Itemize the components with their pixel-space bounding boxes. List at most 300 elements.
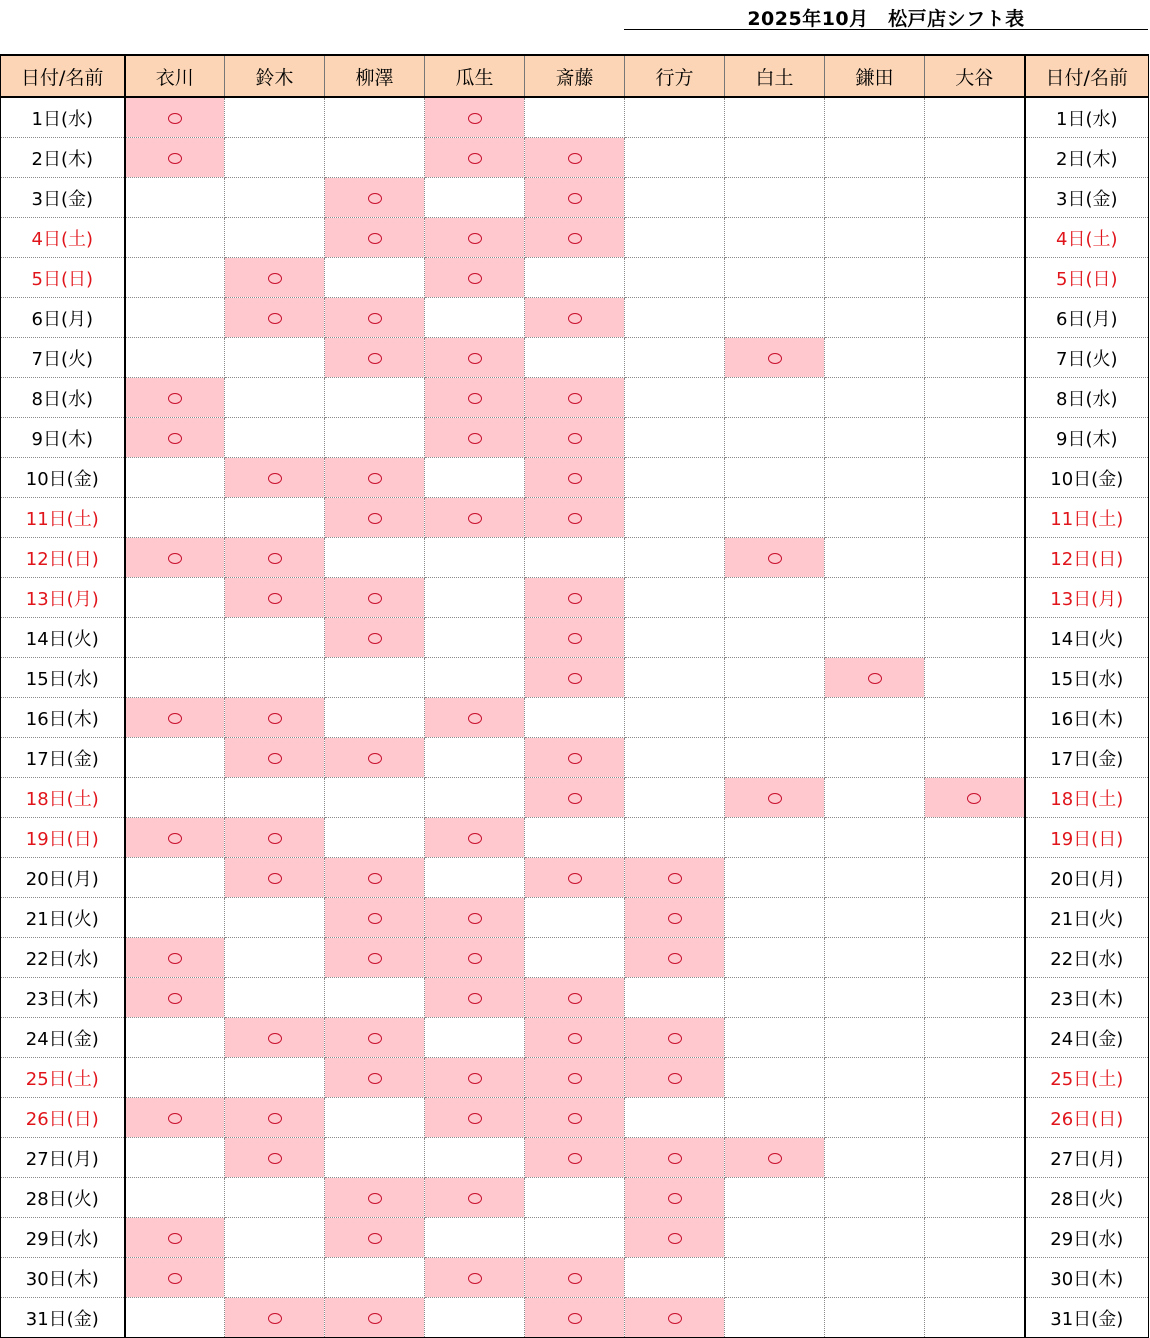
- shift-cell[interactable]: [425, 1178, 525, 1218]
- shift-cell[interactable]: [725, 1218, 825, 1258]
- shift-cell[interactable]: [925, 618, 1025, 658]
- shift-cell[interactable]: [925, 858, 1025, 898]
- shift-cell[interactable]: [425, 498, 525, 538]
- shift-cell[interactable]: [725, 298, 825, 338]
- shift-cell[interactable]: [225, 778, 325, 818]
- shift-cell[interactable]: [825, 1218, 925, 1258]
- circle-mark-icon: [568, 513, 582, 524]
- shift-cell[interactable]: [925, 97, 1025, 138]
- shift-cell[interactable]: [725, 818, 825, 858]
- shift-cell[interactable]: [325, 978, 425, 1018]
- shift-cell[interactable]: [425, 1138, 525, 1178]
- shift-cell[interactable]: [725, 778, 825, 818]
- shift-cell[interactable]: [725, 618, 825, 658]
- circle-mark-icon: [468, 1193, 482, 1204]
- shift-cell[interactable]: [225, 1058, 325, 1098]
- circle-mark-icon: [468, 513, 482, 524]
- shift-cell[interactable]: [925, 1058, 1025, 1098]
- shift-cell[interactable]: [525, 578, 625, 618]
- shift-cell[interactable]: [925, 338, 1025, 378]
- shift-cell[interactable]: [625, 1298, 725, 1338]
- shift-cell[interactable]: [525, 218, 625, 258]
- shift-cell[interactable]: [525, 938, 625, 978]
- shift-cell[interactable]: [625, 1018, 725, 1058]
- shift-cell[interactable]: [825, 1298, 925, 1338]
- shift-cell[interactable]: [825, 258, 925, 298]
- shift-cell[interactable]: [225, 1138, 325, 1178]
- shift-cell[interactable]: [825, 458, 925, 498]
- header-staff: 鎌田: [825, 55, 925, 97]
- shift-cell[interactable]: [425, 378, 525, 418]
- date-cell-right: 6日(月): [1025, 298, 1149, 338]
- shift-cell[interactable]: [725, 338, 825, 378]
- shift-cell[interactable]: [125, 858, 225, 898]
- shift-cell[interactable]: [425, 938, 525, 978]
- shift-cell[interactable]: [125, 458, 225, 498]
- shift-cell[interactable]: [125, 578, 225, 618]
- shift-cell[interactable]: [725, 1298, 825, 1338]
- shift-cell[interactable]: [225, 898, 325, 938]
- shift-cell[interactable]: [525, 1098, 625, 1138]
- shift-cell[interactable]: [725, 1098, 825, 1138]
- shift-cell[interactable]: [325, 338, 425, 378]
- shift-cell[interactable]: [625, 898, 725, 938]
- shift-cell[interactable]: [925, 1258, 1025, 1298]
- date-cell: 27日(月): [1, 1138, 125, 1178]
- shift-cell[interactable]: [625, 738, 725, 778]
- shift-cell[interactable]: [125, 338, 225, 378]
- shift-cell[interactable]: [725, 578, 825, 618]
- shift-cell[interactable]: [625, 1138, 725, 1178]
- shift-cell[interactable]: [425, 1098, 525, 1138]
- shift-cell[interactable]: [625, 698, 725, 738]
- shift-cell[interactable]: [925, 898, 1025, 938]
- shift-cell[interactable]: [225, 1218, 325, 1258]
- shift-cell[interactable]: [625, 1058, 725, 1098]
- shift-cell[interactable]: [225, 178, 325, 218]
- shift-cell[interactable]: [125, 418, 225, 458]
- shift-cell[interactable]: [225, 738, 325, 778]
- shift-cell[interactable]: [325, 818, 425, 858]
- shift-cell[interactable]: [825, 578, 925, 618]
- shift-cell[interactable]: [625, 1258, 725, 1298]
- shift-cell[interactable]: [725, 738, 825, 778]
- shift-cell[interactable]: [225, 618, 325, 658]
- shift-cell[interactable]: [225, 538, 325, 578]
- shift-cell[interactable]: [425, 1258, 525, 1298]
- shift-cell[interactable]: [125, 938, 225, 978]
- shift-cell[interactable]: [225, 1298, 325, 1338]
- shift-cell[interactable]: [325, 1258, 425, 1298]
- shift-cell[interactable]: [925, 1138, 1025, 1178]
- shift-cell[interactable]: [425, 418, 525, 458]
- shift-cell[interactable]: [625, 778, 725, 818]
- shift-cell[interactable]: [625, 338, 725, 378]
- shift-cell[interactable]: [325, 1298, 425, 1338]
- circle-mark-icon: [168, 1233, 182, 1244]
- shift-cell[interactable]: [825, 698, 925, 738]
- shift-cell[interactable]: [525, 1058, 625, 1098]
- shift-cell[interactable]: [125, 1098, 225, 1138]
- shift-cell[interactable]: [425, 218, 525, 258]
- shift-cell[interactable]: [425, 738, 525, 778]
- shift-cell[interactable]: [425, 978, 525, 1018]
- shift-cell[interactable]: [625, 458, 725, 498]
- shift-cell[interactable]: [225, 498, 325, 538]
- shift-cell[interactable]: [925, 378, 1025, 418]
- shift-cell[interactable]: [925, 498, 1025, 538]
- shift-cell[interactable]: [925, 1098, 1025, 1138]
- shift-cell[interactable]: [125, 1058, 225, 1098]
- shift-cell[interactable]: [925, 178, 1025, 218]
- shift-cell[interactable]: [325, 778, 425, 818]
- shift-cell[interactable]: [525, 338, 625, 378]
- shift-cell[interactable]: [725, 1018, 825, 1058]
- shift-cell[interactable]: [525, 298, 625, 338]
- shift-cell[interactable]: [825, 538, 925, 578]
- shift-cell[interactable]: [125, 1298, 225, 1338]
- shift-cell[interactable]: [725, 938, 825, 978]
- shift-cell[interactable]: [825, 378, 925, 418]
- circle-mark-icon: [268, 273, 282, 284]
- shift-cell[interactable]: [325, 178, 425, 218]
- shift-cell[interactable]: [325, 258, 425, 298]
- shift-cell[interactable]: [925, 298, 1025, 338]
- shift-cell[interactable]: [525, 978, 625, 1018]
- shift-cell[interactable]: [925, 458, 1025, 498]
- shift-cell[interactable]: [925, 698, 1025, 738]
- shift-cell[interactable]: [725, 418, 825, 458]
- shift-cell[interactable]: [725, 898, 825, 938]
- shift-cell[interactable]: [825, 898, 925, 938]
- shift-cell[interactable]: [625, 418, 725, 458]
- shift-cell[interactable]: [225, 938, 325, 978]
- shift-cell[interactable]: [525, 658, 625, 698]
- shift-cell[interactable]: [225, 658, 325, 698]
- shift-cell[interactable]: [925, 1298, 1025, 1338]
- shift-cell[interactable]: [525, 538, 625, 578]
- shift-cell[interactable]: [325, 498, 425, 538]
- shift-cell[interactable]: [425, 97, 525, 138]
- shift-cell[interactable]: [825, 338, 925, 378]
- shift-cell[interactable]: [525, 738, 625, 778]
- shift-cell[interactable]: [525, 1018, 625, 1058]
- shift-cell[interactable]: [925, 138, 1025, 178]
- shift-cell[interactable]: [525, 458, 625, 498]
- shift-cell[interactable]: [425, 1298, 525, 1338]
- shift-cell[interactable]: [625, 1218, 725, 1258]
- shift-cell[interactable]: [425, 338, 525, 378]
- circle-mark-icon: [268, 1033, 282, 1044]
- shift-cell[interactable]: [725, 498, 825, 538]
- shift-cell[interactable]: [225, 298, 325, 338]
- shift-cell[interactable]: [325, 578, 425, 618]
- shift-cell[interactable]: [225, 458, 325, 498]
- shift-cell[interactable]: [725, 658, 825, 698]
- shift-cell[interactable]: [725, 258, 825, 298]
- shift-cell[interactable]: [825, 778, 925, 818]
- shift-cell[interactable]: [325, 698, 425, 738]
- shift-cell[interactable]: [525, 898, 625, 938]
- circle-mark-icon: [368, 953, 382, 964]
- shift-cell[interactable]: [425, 858, 525, 898]
- shift-cell[interactable]: [625, 258, 725, 298]
- shift-cell[interactable]: [325, 1178, 425, 1218]
- shift-cell[interactable]: [925, 258, 1025, 298]
- shift-cell[interactable]: [125, 818, 225, 858]
- shift-cell[interactable]: [525, 1178, 625, 1218]
- shift-cell[interactable]: [725, 978, 825, 1018]
- shift-cell[interactable]: [825, 218, 925, 258]
- shift-cell[interactable]: [925, 818, 1025, 858]
- shift-cell[interactable]: [425, 458, 525, 498]
- shift-cell[interactable]: [525, 698, 625, 738]
- shift-cell[interactable]: [625, 978, 725, 1018]
- shift-cell[interactable]: [525, 418, 625, 458]
- shift-cell[interactable]: [525, 858, 625, 898]
- shift-cell[interactable]: [725, 138, 825, 178]
- shift-cell[interactable]: [525, 258, 625, 298]
- shift-cell[interactable]: [425, 698, 525, 738]
- table-row: [1, 1138, 1149, 1178]
- shift-cell[interactable]: [325, 538, 425, 578]
- shift-cell[interactable]: [625, 858, 725, 898]
- shift-cell[interactable]: [125, 538, 225, 578]
- shift-cell[interactable]: [825, 1098, 925, 1138]
- shift-cell[interactable]: [525, 1218, 625, 1258]
- shift-cell[interactable]: [325, 218, 425, 258]
- shift-cell[interactable]: [325, 938, 425, 978]
- shift-cell[interactable]: [825, 1258, 925, 1298]
- shift-cell[interactable]: [425, 778, 525, 818]
- shift-cell[interactable]: [825, 1138, 925, 1178]
- shift-cell[interactable]: [325, 97, 425, 138]
- shift-cell[interactable]: [825, 298, 925, 338]
- shift-cell[interactable]: [125, 1018, 225, 1058]
- shift-cell[interactable]: [325, 1058, 425, 1098]
- shift-cell[interactable]: [225, 1178, 325, 1218]
- circle-mark-icon: [668, 873, 682, 884]
- shift-cell[interactable]: [625, 1098, 725, 1138]
- shift-cell[interactable]: [725, 1178, 825, 1218]
- shift-cell[interactable]: [125, 218, 225, 258]
- shift-cell[interactable]: [725, 858, 825, 898]
- shift-cell[interactable]: [525, 778, 625, 818]
- shift-cell[interactable]: [925, 978, 1025, 1018]
- shift-cell[interactable]: [125, 1138, 225, 1178]
- shift-cell[interactable]: [725, 538, 825, 578]
- date-cell-right: 10日(金): [1025, 458, 1149, 498]
- shift-cell[interactable]: [925, 778, 1025, 818]
- shift-cell[interactable]: [225, 138, 325, 178]
- shift-cell[interactable]: [725, 1138, 825, 1178]
- shift-cell[interactable]: [325, 418, 425, 458]
- shift-cell[interactable]: [625, 538, 725, 578]
- shift-cell[interactable]: [125, 378, 225, 418]
- shift-cell[interactable]: [925, 1018, 1025, 1058]
- shift-cell[interactable]: [825, 138, 925, 178]
- shift-cell[interactable]: [225, 1098, 325, 1138]
- shift-cell[interactable]: [225, 378, 325, 418]
- shift-cell[interactable]: [425, 818, 525, 858]
- shift-cell[interactable]: [525, 1298, 625, 1338]
- shift-cell[interactable]: [125, 978, 225, 1018]
- shift-cell[interactable]: [825, 818, 925, 858]
- shift-cell[interactable]: [625, 178, 725, 218]
- shift-cell[interactable]: [425, 618, 525, 658]
- shift-cell[interactable]: [525, 498, 625, 538]
- shift-cell[interactable]: [225, 578, 325, 618]
- shift-cell[interactable]: [725, 458, 825, 498]
- shift-cell[interactable]: [825, 658, 925, 698]
- shift-cell[interactable]: [325, 138, 425, 178]
- shift-cell[interactable]: [825, 178, 925, 218]
- shift-cell[interactable]: [225, 1018, 325, 1058]
- shift-cell[interactable]: [825, 738, 925, 778]
- circle-mark-icon: [468, 913, 482, 924]
- shift-cell[interactable]: [925, 418, 1025, 458]
- shift-cell[interactable]: [425, 658, 525, 698]
- shift-cell[interactable]: [425, 298, 525, 338]
- shift-cell[interactable]: [425, 898, 525, 938]
- shift-cell[interactable]: [325, 378, 425, 418]
- shift-cell[interactable]: [225, 418, 325, 458]
- circle-mark-icon: [568, 153, 582, 164]
- shift-cell[interactable]: [625, 298, 725, 338]
- shift-cell[interactable]: [425, 138, 525, 178]
- shift-cell[interactable]: [425, 1018, 525, 1058]
- shift-cell[interactable]: [425, 1058, 525, 1098]
- shift-cell[interactable]: [825, 418, 925, 458]
- shift-cell[interactable]: [825, 938, 925, 978]
- shift-cell[interactable]: [125, 618, 225, 658]
- shift-cell[interactable]: [625, 138, 725, 178]
- shift-cell[interactable]: [325, 458, 425, 498]
- shift-cell[interactable]: [425, 178, 525, 218]
- shift-cell[interactable]: [525, 818, 625, 858]
- shift-cell[interactable]: [625, 498, 725, 538]
- shift-cell[interactable]: [225, 258, 325, 298]
- shift-cell[interactable]: [625, 578, 725, 618]
- shift-cell[interactable]: [225, 858, 325, 898]
- shift-cell[interactable]: [125, 97, 225, 138]
- shift-cell[interactable]: [525, 1138, 625, 1178]
- shift-cell[interactable]: [925, 738, 1025, 778]
- shift-cell[interactable]: [825, 1058, 925, 1098]
- shift-cell[interactable]: [525, 618, 625, 658]
- shift-cell[interactable]: [425, 538, 525, 578]
- shift-cell[interactable]: [225, 818, 325, 858]
- shift-cell[interactable]: [625, 938, 725, 978]
- shift-cell[interactable]: [625, 658, 725, 698]
- shift-cell[interactable]: [325, 298, 425, 338]
- shift-cell[interactable]: [825, 97, 925, 138]
- shift-cell[interactable]: [525, 138, 625, 178]
- shift-cell[interactable]: [125, 138, 225, 178]
- shift-cell[interactable]: [725, 1258, 825, 1298]
- shift-cell[interactable]: [825, 1178, 925, 1218]
- shift-cell[interactable]: [525, 178, 625, 218]
- shift-cell[interactable]: [225, 97, 325, 138]
- shift-cell[interactable]: [725, 1058, 825, 1098]
- shift-cell[interactable]: [725, 178, 825, 218]
- shift-cell[interactable]: [225, 1258, 325, 1298]
- shift-cell[interactable]: [225, 218, 325, 258]
- shift-cell[interactable]: [925, 538, 1025, 578]
- shift-cell[interactable]: [925, 938, 1025, 978]
- shift-cell[interactable]: [125, 778, 225, 818]
- shift-cell[interactable]: [125, 258, 225, 298]
- shift-cell[interactable]: [325, 1098, 425, 1138]
- shift-cell[interactable]: [125, 178, 225, 218]
- shift-cell[interactable]: [925, 578, 1025, 618]
- date-cell-right: 26日(日): [1025, 1098, 1149, 1138]
- shift-cell[interactable]: [925, 658, 1025, 698]
- shift-cell[interactable]: [425, 1218, 525, 1258]
- shift-cell[interactable]: [325, 738, 425, 778]
- shift-cell[interactable]: [625, 97, 725, 138]
- shift-cell[interactable]: [725, 218, 825, 258]
- shift-cell[interactable]: [525, 1258, 625, 1298]
- shift-cell[interactable]: [125, 1178, 225, 1218]
- shift-cell[interactable]: [825, 1018, 925, 1058]
- shift-table: [0, 54, 1149, 1338]
- shift-cell[interactable]: [425, 258, 525, 298]
- shift-cell[interactable]: [925, 1178, 1025, 1218]
- shift-cell[interactable]: [125, 1218, 225, 1258]
- shift-cell[interactable]: [225, 978, 325, 1018]
- shift-cell[interactable]: [825, 618, 925, 658]
- shift-cell[interactable]: [625, 378, 725, 418]
- shift-cell[interactable]: [725, 378, 825, 418]
- shift-cell[interactable]: [825, 858, 925, 898]
- shift-cell[interactable]: [325, 898, 425, 938]
- shift-cell[interactable]: [525, 378, 625, 418]
- shift-cell[interactable]: [325, 658, 425, 698]
- shift-cell[interactable]: [325, 618, 425, 658]
- shift-cell[interactable]: [325, 1018, 425, 1058]
- shift-cell[interactable]: [125, 738, 225, 778]
- circle-mark-icon: [168, 993, 182, 1004]
- shift-cell[interactable]: [625, 618, 725, 658]
- shift-cell[interactable]: [725, 698, 825, 738]
- shift-cell[interactable]: [125, 498, 225, 538]
- shift-cell[interactable]: [925, 1218, 1025, 1258]
- shift-cell[interactable]: [425, 578, 525, 618]
- shift-cell[interactable]: [325, 858, 425, 898]
- shift-cell[interactable]: [225, 338, 325, 378]
- shift-cell[interactable]: [625, 1178, 725, 1218]
- shift-cell[interactable]: [125, 298, 225, 338]
- shift-cell[interactable]: [825, 498, 925, 538]
- table-row: [1, 778, 1149, 818]
- shift-cell[interactable]: [325, 1138, 425, 1178]
- shift-cell[interactable]: [125, 898, 225, 938]
- shift-cell[interactable]: [325, 1218, 425, 1258]
- table-row: [1, 138, 1149, 178]
- shift-cell[interactable]: [225, 698, 325, 738]
- shift-cell[interactable]: [125, 698, 225, 738]
- shift-cell[interactable]: [825, 978, 925, 1018]
- shift-cell[interactable]: [525, 97, 625, 138]
- shift-cell[interactable]: [925, 218, 1025, 258]
- date-cell: 4日(土): [1, 218, 125, 258]
- shift-cell[interactable]: [125, 1258, 225, 1298]
- shift-cell[interactable]: [625, 218, 725, 258]
- shift-cell[interactable]: [625, 818, 725, 858]
- shift-cell[interactable]: [125, 658, 225, 698]
- shift-cell[interactable]: [725, 97, 825, 138]
